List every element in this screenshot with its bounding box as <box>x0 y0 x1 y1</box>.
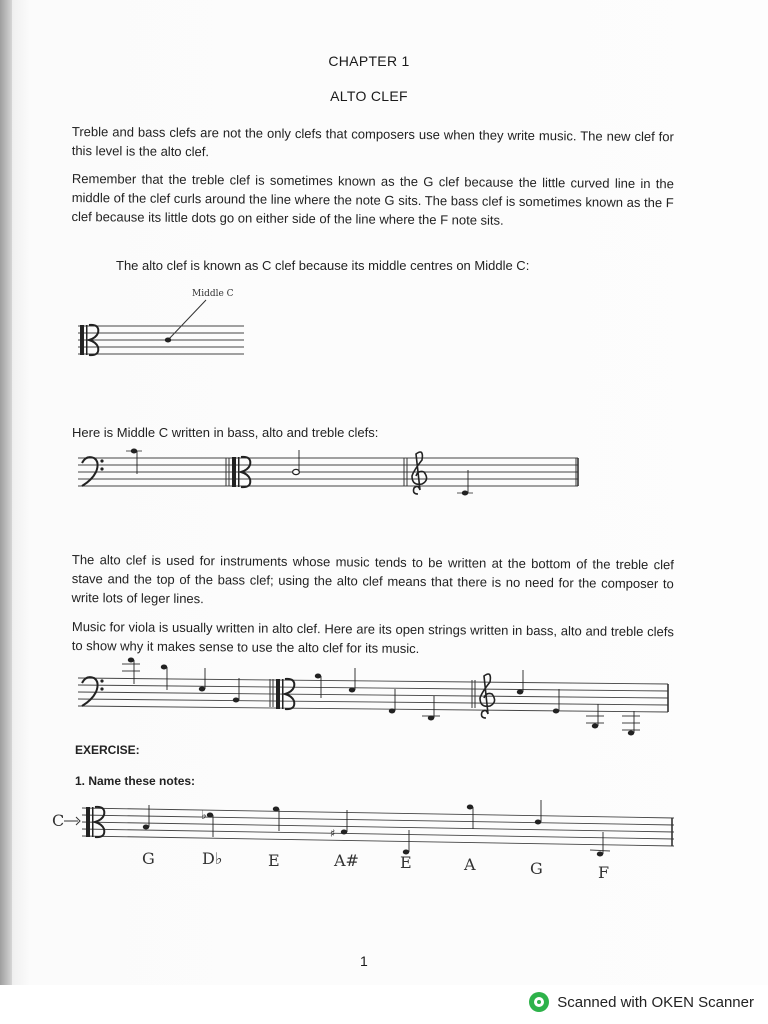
alto-clef-middle-c-staff <box>74 282 254 362</box>
staff-lines <box>78 458 578 486</box>
paragraph-alto-usage: The alto clef is used for instruments whose music tends to be written at the bottom of the treble clef stave and the top of the bass clef; using the alto clef means that there is no need for the composer to write lots of leger lines. <box>71 551 674 607</box>
staff-lines <box>82 808 674 846</box>
paragraph-intro: Treble and bass clefs are not the only clefs that composers use when they write music. The new clef for this level is the alto clef. <box>71 123 674 160</box>
margin-note: C <box>52 811 65 830</box>
exercise-note-2 <box>207 813 213 818</box>
note-bass-d <box>161 665 167 670</box>
chapter-heading: CHAPTER 1 <box>328 53 410 69</box>
middle-c-pointer <box>168 300 206 340</box>
note-treble-c <box>628 731 634 736</box>
svg-text:♭: ♭ <box>201 808 207 822</box>
middle-c-note <box>165 338 171 343</box>
scanner-logo-icon <box>529 992 549 1012</box>
note-bass-middle-c <box>131 449 137 454</box>
note-bass-g <box>199 687 205 692</box>
alto-clef-caption: The alto clef is known as C clef because its middle centres on Middle C: <box>116 258 530 273</box>
exercise-question-1: 1. Name these notes: <box>75 774 196 788</box>
exercise-note-1 <box>143 825 149 830</box>
note-alto-c <box>428 716 434 721</box>
exercise-note-7 <box>535 820 541 825</box>
exercise-note-8 <box>597 852 603 857</box>
answer-2: D♭ <box>202 849 223 868</box>
answer-4: A# <box>334 851 359 870</box>
staff-lines <box>78 326 244 354</box>
note-bass-c <box>233 698 239 703</box>
exercise-notes-staff <box>50 794 680 894</box>
exercise-note-6 <box>467 805 473 810</box>
exercise-note-3 <box>273 807 279 812</box>
note-treble-d <box>553 709 559 714</box>
answer-1: G <box>142 849 155 868</box>
bass-clef-icon <box>82 677 104 706</box>
note-alto-a <box>315 674 321 679</box>
page-title: ALTO CLEF <box>330 88 408 104</box>
answer-5: E <box>400 853 412 872</box>
paragraph-viola: Music for viola is usually written in alto clef. Here are its open strings written in bass, alto and treble clefs to show why it makes sense to use the alto clef for its music. <box>71 618 674 657</box>
note-treble-a <box>517 690 523 695</box>
note-alto-middle-c <box>293 469 300 474</box>
page-shadow-edge <box>0 0 12 985</box>
staff-lines <box>78 678 668 712</box>
note-treble-middle-c <box>462 491 468 496</box>
answer-3: E <box>268 851 280 870</box>
answer-6: A <box>464 855 476 874</box>
scanner-watermark <box>529 992 754 1012</box>
note-alto-d <box>349 688 355 693</box>
middle-c-three-clefs-staff <box>74 444 586 510</box>
handwritten-answers <box>142 849 609 882</box>
page-number: 1 <box>360 953 368 969</box>
answer-7: G <box>530 859 543 878</box>
middle-c-label: Middle C <box>192 289 234 299</box>
scanner-label: Scanned with OKEN Scanner <box>557 993 754 1011</box>
note-bass-a <box>128 658 134 663</box>
answer-8: F <box>598 863 610 882</box>
clefs-caption: Here is Middle C written in bass, alto and treble clefs: <box>72 425 379 440</box>
svg-text:♯: ♯ <box>330 827 336 840</box>
exercise-note-4 <box>341 830 347 835</box>
note-alto-g <box>389 709 395 714</box>
paragraph-treble-bass: Remember that the treble clef is sometimes known as the G clef because the little curved line in the middle of the clef curls around the line where the note G sits. The bass clef is sometimes known as the F clef because its little dots go on either side of the line where the F note sits. <box>71 170 674 228</box>
exercise-heading: EXERCISE: <box>75 743 140 757</box>
note-treble-g <box>592 724 598 729</box>
viola-open-strings-staff <box>74 656 674 740</box>
